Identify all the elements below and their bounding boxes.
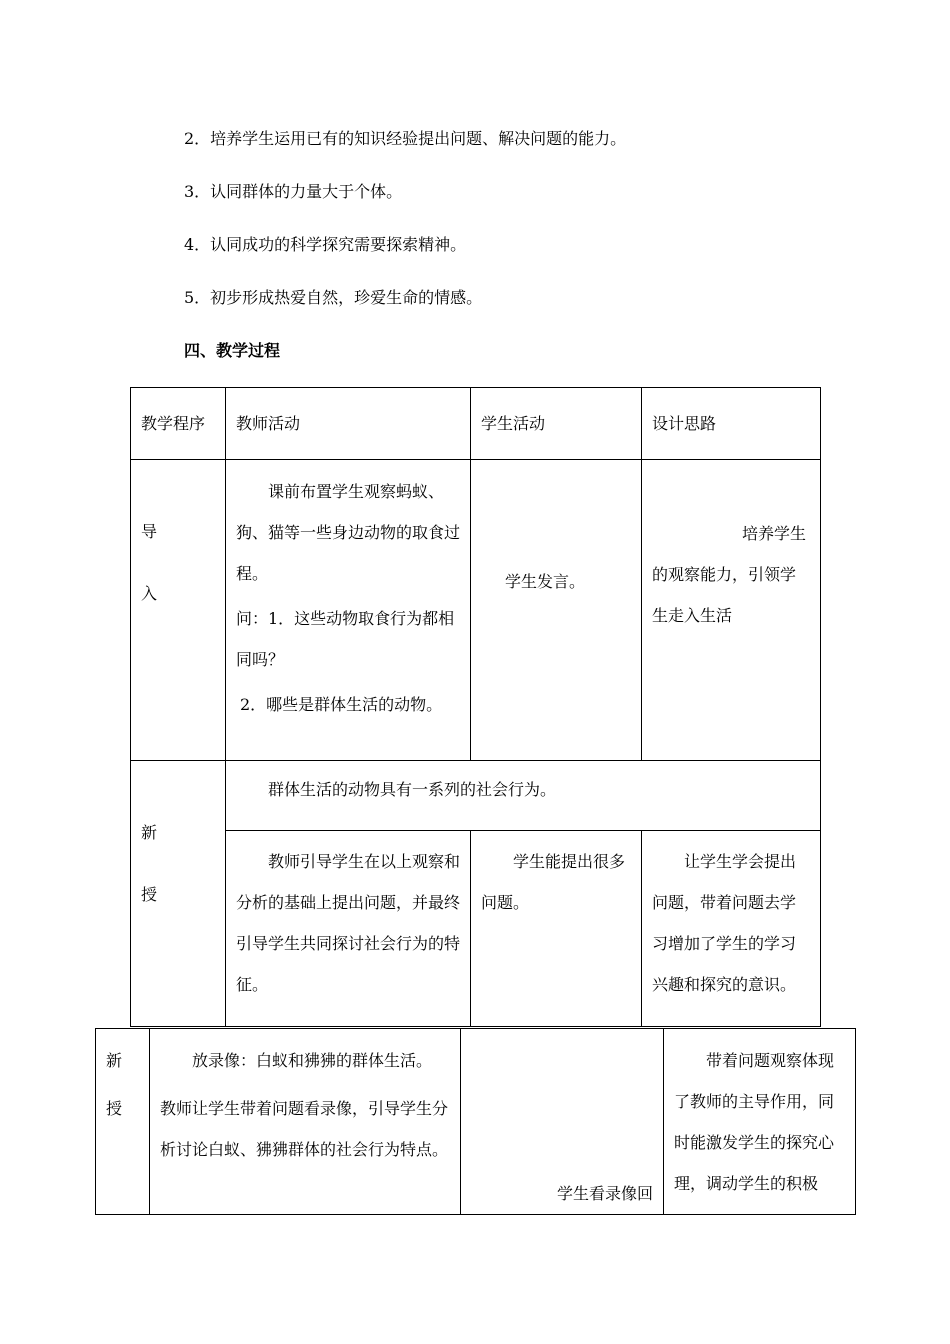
table-header-row xyxy=(131,388,821,460)
header-stage: 教学程序 xyxy=(141,414,206,433)
intro-teacher-question-1: 问：1．这些动物取食行为都相同吗？ xyxy=(236,609,455,669)
stage-intro-char1: 导 xyxy=(141,522,158,541)
objective-2: 2．培养学生运用已有的知识经验提出问题、解决问题的能力。 xyxy=(184,129,627,148)
intro-teacher-activity: 课前布置学生观察蚂蚁、狗、猫等一些身边动物的取食过程。 xyxy=(236,482,461,583)
header-design: 设计思路 xyxy=(652,414,717,433)
section-heading: 四、教学过程 xyxy=(184,341,281,360)
intro-student-activity: 学生发言。 xyxy=(505,572,586,591)
new-design-idea: 让学生学会提出问题，带着问题去学习增加了学生的学习兴趣和探究的意识。 xyxy=(652,852,797,994)
stage2-new-char1: 新 xyxy=(106,1051,123,1070)
stage2-new-char2: 授 xyxy=(106,1099,123,1118)
intro-teacher-question-2: 2．哪些是群体生活的动物。 xyxy=(240,695,443,714)
table2-student-activity: 学生看录像回 xyxy=(556,1184,653,1203)
objective-5: 5．初步形成热爱自然，珍爱生命的情感。 xyxy=(184,288,483,307)
new-student-activity: 学生能提出很多问题。 xyxy=(481,852,626,912)
stage-new-char2: 授 xyxy=(141,885,158,904)
table2-teacher-activity: 教师让学生带着问题看录像，引导学生分析讨论白蚁、狒狒群体的社会行为特点。 xyxy=(160,1099,449,1159)
table-row-new-b xyxy=(131,831,821,1027)
table2-design-idea: 带着问题观察体现了教师的主导作用，同时能激发学生的探究心理，调动学生的积极 xyxy=(674,1051,835,1193)
objective-4: 4．认同成功的科学探究需要探索精神。 xyxy=(184,235,467,254)
header-teacher: 教师活动 xyxy=(236,414,301,433)
lesson-process-table xyxy=(130,387,821,1027)
table2-teacher-video: 放录像：白蚁和狒狒的群体生活。 xyxy=(192,1051,433,1070)
table-row-intro xyxy=(131,460,821,761)
stage-intro-char2: 入 xyxy=(141,584,158,603)
header-student: 学生活动 xyxy=(481,414,546,433)
stage-new-char1: 新 xyxy=(141,823,158,842)
table-row-new-a xyxy=(131,761,821,831)
table2-row-new xyxy=(96,1029,856,1215)
new-merged-statement: 群体生活的动物具有一系列的社会行为。 xyxy=(268,780,557,799)
intro-design-idea: 培养学生的观察能力，引领学生走入生活 xyxy=(652,524,807,625)
objective-3: 3．认同群体的力量大于个体。 xyxy=(184,182,403,201)
new-teacher-activity: 教师引导学生在以上观察和分析的基础上提出问题，并最终引导学生共同探讨社会行为的特征。 xyxy=(236,852,461,994)
lesson-process-table-continued xyxy=(95,1028,856,1215)
